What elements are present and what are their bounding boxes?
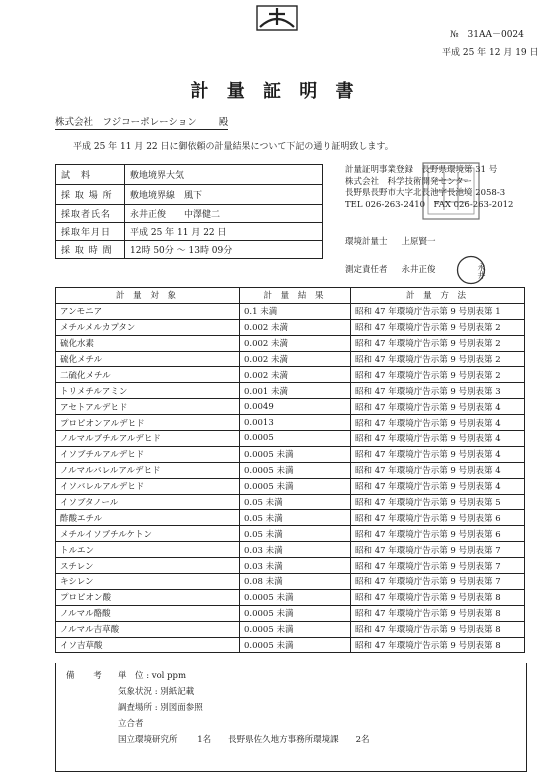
info-row-sampler [56,205,323,223]
result-result: 0.001 未満 [240,383,351,399]
result-subject: アセトアルデヒド [56,399,240,415]
header-result: 計 量 結 果 [240,288,351,304]
info-row-date [56,223,323,241]
sampling-info-table [55,164,323,259]
remarks-weather: 気象状況 : 別紙記載 [118,687,195,697]
result-subject: イソブチルアルデヒド [56,446,240,462]
result-result: 0.03 未満 [240,542,351,558]
result-method: 昭和 47 年環境庁告示第 9 号別表第 3 [351,383,525,399]
signer-label: 測定責任者 [345,265,388,275]
table-row [56,415,525,431]
result-result: 0.002 未満 [240,367,351,383]
result-method: 昭和 47 年環境庁告示第 9 号別表第 6 [351,510,525,526]
intro-statement: 平成 25 年 11 月 22 日に御依頼の計量結果について下記の通り証明致します。 [73,142,394,152]
issuer-phone: TEL 026-263-2410 FAX 026-263-2012 [345,199,514,210]
result-method: 昭和 47 年環境庁告示第 9 号別表第 4 [351,399,525,415]
remarks-location: 調査場所 : 別図面参照 [118,703,203,713]
issuer-company: 株式会社 科学技術開発センター [345,176,473,187]
info-key: 採 取 場 所 [56,185,125,205]
info-row-sample [56,165,323,185]
result-subject: プロピオン酸 [56,589,240,605]
result-subject: ノルマルブチルアルデヒド [56,431,240,447]
table-row [56,478,525,494]
result-method: 昭和 47 年環境庁告示第 9 号別表第 4 [351,415,525,431]
personal-seal [456,255,486,285]
result-method: 昭和 47 年環境庁告示第 9 号別表第 7 [351,542,525,558]
table-row [56,637,525,653]
result-subject: トリメチルアミン [56,383,240,399]
result-subject: アンモニア [56,303,240,319]
issuer-address: 長野県長野市大字北長池字長池境 2058-3 [345,188,506,198]
info-key: 試 料 [56,165,125,185]
result-method: 昭和 47 年環境庁告示第 9 号別表第 2 [351,335,525,351]
info-key: 採取年月日 [56,223,125,241]
result-result: 0.03 未満 [240,558,351,574]
result-result: 0.0005 未満 [240,637,351,653]
addressee [55,114,228,130]
table-row [56,431,525,447]
company-logo [256,5,298,31]
result-method: 昭和 47 年環境庁告示第 9 号別表第 7 [351,574,525,590]
signer-name: 上原賢一 [401,237,436,247]
info-value: 平成 25 年 11 月 22 日 [125,223,323,241]
result-result: 0.1 未満 [240,303,351,319]
result-subject: 硫化メチル [56,351,240,367]
result-subject: ノルマル酪酸 [56,605,240,621]
result-subject: 二硫化メチル [56,367,240,383]
result-result: 0.002 未満 [240,335,351,351]
info-value: 永井正俊 中澤健二 [125,205,323,223]
result-method: 昭和 47 年環境庁告示第 9 号別表第 2 [351,367,525,383]
table-row [56,319,525,335]
table-row [56,399,525,415]
remarks-witness-list: 国立環境研究所 1名 長野県佐久地方事務所環境課 2名 [118,735,370,745]
signer-measurement-officer [345,235,436,247]
result-result: 0.0005 未満 [240,478,351,494]
result-result: 0.002 未満 [240,351,351,367]
document-number: № 31AA－0024 [450,30,524,40]
result-result: 0.0013 [240,415,351,431]
table-row [56,367,525,383]
signer-name: 永井正俊 [401,265,436,275]
table-row [56,446,525,462]
info-row-time [56,241,323,259]
document-title: 計 量 証 明 書 [190,81,360,102]
signer-label: 環境計量士 [345,237,388,247]
result-subject: プロピオンアルデヒド [56,415,240,431]
result-method: 昭和 47 年環境庁告示第 9 号別表第 4 [351,478,525,494]
result-method: 昭和 47 年環境庁告示第 9 号別表第 5 [351,494,525,510]
table-row [56,494,525,510]
result-method: 昭和 47 年環境庁告示第 9 号別表第 2 [351,351,525,367]
issue-date: 平成 25 年 12 月 19 日 [442,48,539,58]
result-result: 0.05 未満 [240,510,351,526]
result-result: 0.0005 未満 [240,621,351,637]
info-key: 採取者氏名 [56,205,125,223]
result-method: 昭和 47 年環境庁告示第 9 号別表第 4 [351,431,525,447]
result-method: 昭和 47 年環境庁告示第 9 号別表第 2 [351,319,525,335]
result-subject: スチレン [56,558,240,574]
issuer-registration: 計量証明事業登録 長野県環境第 31 号 [345,165,498,175]
result-method: 昭和 47 年環境庁告示第 9 号別表第 6 [351,526,525,542]
info-key: 採 取 時 間 [56,241,125,259]
addressee-name: 株式会社 フジコーポレーション [55,117,197,128]
header-method: 計 量 方 法 [351,288,525,304]
results-table [55,287,525,653]
result-result: 0.0005 [240,431,351,447]
table-row [56,510,525,526]
result-subject: イソバレルアルデヒド [56,478,240,494]
result-result: 0.0005 未満 [240,589,351,605]
result-subject: 酢酸エチル [56,510,240,526]
table-row [56,574,525,590]
table-row [56,542,525,558]
results-header-row [56,288,525,304]
result-method: 昭和 47 年環境庁告示第 9 号別表第 8 [351,589,525,605]
company-stamp [420,160,482,222]
info-row-location [56,185,323,205]
remarks-witness: 立合者 [118,719,144,729]
remarks-label: 備 考 [66,671,110,681]
result-subject: トルエン [56,542,240,558]
info-value: 敷地境界大気 [125,165,323,185]
table-row [56,383,525,399]
result-result: 0.002 未満 [240,319,351,335]
result-subject: 硫化水素 [56,335,240,351]
info-value: 敷地境界線 風下 [125,185,323,205]
result-subject: ノルマルバレルアルデヒド [56,462,240,478]
result-method: 昭和 47 年環境庁告示第 9 号別表第 4 [351,462,525,478]
result-result: 0.08 未満 [240,574,351,590]
result-result: 0.0049 [240,399,351,415]
remarks-unit: 単 位 : vol ppm [118,671,187,681]
table-row [56,303,525,319]
result-subject: イソ吉草酸 [56,637,240,653]
addressee-honorific: 殿 [218,117,229,128]
info-value: 12時 50分 ～ 13時 09分 [125,241,323,259]
result-method: 昭和 47 年環境庁告示第 9 号別表第 7 [351,558,525,574]
result-result: 0.0005 未満 [240,446,351,462]
remarks-section [55,663,527,772]
result-method: 昭和 47 年環境庁告示第 9 号別表第 8 [351,605,525,621]
result-method: 昭和 47 年環境庁告示第 9 号別表第 8 [351,637,525,653]
table-row [56,351,525,367]
table-row [56,462,525,478]
result-subject: イソブタノール [56,494,240,510]
table-row [56,605,525,621]
header-subject: 計 量 対 象 [56,288,240,304]
result-method: 昭和 47 年環境庁告示第 9 号別表第 1 [351,303,525,319]
result-subject: ノルマル吉草酸 [56,621,240,637]
table-row [56,621,525,637]
result-result: 0.0005 未満 [240,605,351,621]
result-method: 昭和 47 年環境庁告示第 9 号別表第 8 [351,621,525,637]
seal-text: 永井 [477,263,486,279]
signer-responsible-officer [345,263,436,275]
table-row [56,589,525,605]
result-subject: キシレン [56,574,240,590]
table-row [56,335,525,351]
result-result: 0.05 未満 [240,526,351,542]
table-row [56,526,525,542]
result-method: 昭和 47 年環境庁告示第 9 号別表第 4 [351,446,525,462]
result-result: 0.05 未満 [240,494,351,510]
result-subject: メチルメルカプタン [56,319,240,335]
result-result: 0.0005 未満 [240,462,351,478]
result-subject: メチルイソブチルケトン [56,526,240,542]
table-row [56,558,525,574]
